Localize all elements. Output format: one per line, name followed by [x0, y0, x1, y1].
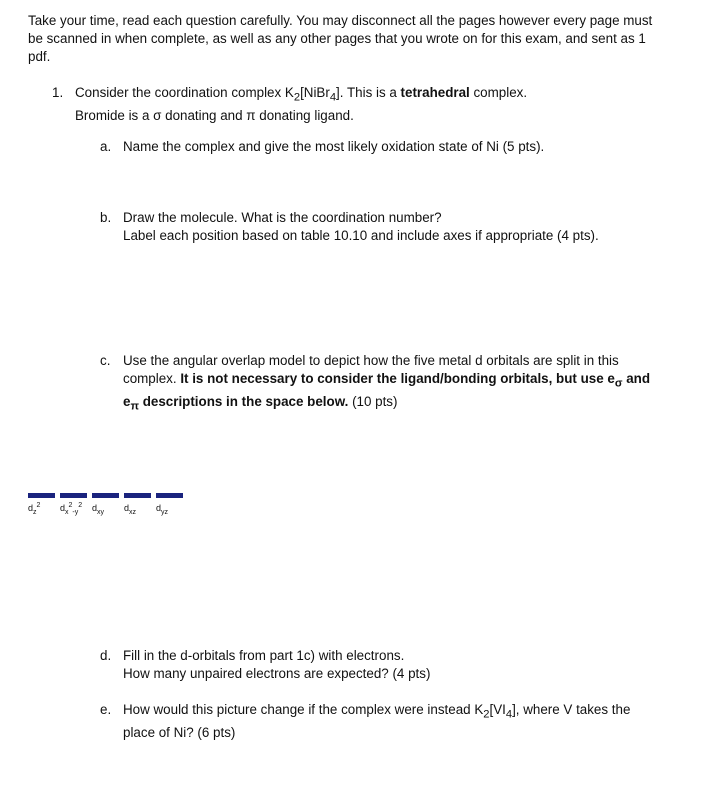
part-e-text-pre: How would this picture change if the complex were instead K — [123, 702, 484, 717]
part-c-bold1: It is not necessary to consider the ligand/bonding orbitals, but use e — [180, 371, 615, 386]
orbital-label: $d_{xz}$ — [124, 503, 137, 516]
part-d-line2: How many unpaired electrons are expected? (4 pts) — [123, 666, 431, 681]
part-a-text: Name the complex and give the most likely oxidation state of Ni (5 pts). — [123, 139, 545, 154]
q1-formula-sub2: 4 — [329, 91, 337, 104]
part-d-line1: Fill in the d-orbitals from part 1c) with electrons. — [123, 648, 405, 663]
part-c-bold3: descriptions in the space below. — [139, 393, 349, 409]
q1-text-post: complex. — [469, 85, 528, 100]
orbital-level-bar — [28, 493, 55, 498]
orbital-dx2-y2 — [60, 493, 87, 516]
part-b-line2: Label each position based on table 10.10 and include axes if appropriate (4 pts). — [123, 228, 599, 243]
part-e-text-post: ], where V takes the place of Ni? (6 pts) — [123, 702, 631, 740]
orbital-level-bar — [60, 493, 87, 498]
orbital-dxz — [124, 493, 151, 516]
part-a-label: a. — [100, 139, 112, 154]
orbital-level-bar — [92, 493, 119, 498]
q1-formula-mid: [NiBr — [300, 85, 330, 100]
part-b-text — [123, 209, 663, 245]
part-e-label: e. — [100, 702, 112, 717]
orbital-label: $d_z^2$ — [28, 502, 41, 516]
part-c-sub-sigma: σ — [614, 377, 623, 390]
orbital-dxy — [92, 493, 119, 516]
part-c-text — [123, 352, 663, 415]
q1-text-pre: Consider the coordination complex K — [75, 85, 294, 100]
orbital-label: $d_x^2_{-y}^2$ — [60, 502, 83, 516]
part-c-text1: Use the angular overlap model to depict how the five metal d orbitals are split in this complex. — [123, 353, 619, 386]
q1-formula-sub1: 2 — [293, 91, 301, 104]
part-e-text — [123, 701, 663, 742]
q1-formula-end: ]. This is a — [336, 85, 401, 100]
orbital-level-bar — [156, 493, 183, 498]
part-c-sub-pi: π — [130, 400, 139, 413]
part-c-label: c. — [100, 353, 111, 368]
orbital-dyz — [156, 493, 183, 516]
part-c-bold2: and e — [123, 371, 651, 409]
part-e-mid: [VI — [489, 702, 506, 717]
part-c-text2: (10 pts) — [348, 393, 398, 409]
part-b-line1: Draw the molecule. What is the coordination number? — [123, 210, 442, 225]
orbital-label: $d_{yz}$ — [156, 503, 169, 516]
orbital-label: $d_{xy}$ — [92, 503, 105, 516]
part-e-sub1: 2 — [483, 708, 490, 721]
orbital-level-bar — [124, 493, 151, 498]
question-1-number: 1. — [52, 85, 64, 100]
part-d-label: d. — [100, 648, 112, 663]
q1-bold-word: tetrahedral — [400, 85, 470, 100]
question-1-line2: Bromide is a σ donating and π donating ligand. — [75, 107, 354, 123]
part-b-label: b. — [100, 210, 112, 225]
question-1-line1 — [75, 84, 635, 107]
part-d-text — [123, 647, 663, 683]
orbital-dz2 — [28, 493, 55, 516]
instructions-text: Take your time, read each question carefully. You may disconnect all the pages however every page must be scanned in when complete, as well as any other pages that you wrote on for this exam, and sent as 1 pdf. — [28, 13, 653, 64]
part-e-sub2: 4 — [505, 708, 513, 721]
question-1-text — [75, 84, 635, 125]
